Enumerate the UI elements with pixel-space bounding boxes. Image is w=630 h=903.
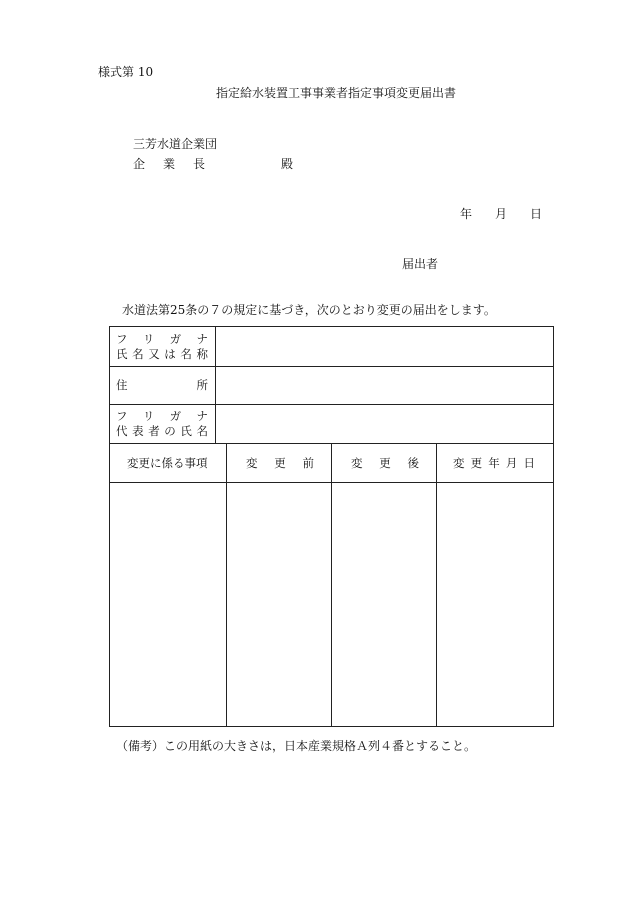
label-char: ナ	[196, 409, 208, 423]
header-char: 変	[246, 456, 258, 470]
label-char: リ	[142, 332, 155, 346]
column-divider	[215, 327, 216, 443]
header-char: 前	[302, 456, 314, 470]
column-divider	[226, 443, 227, 726]
label-char: 氏	[180, 424, 192, 438]
document-title: 指定給水装置工事事業者指定事項変更届出書	[216, 86, 457, 100]
header-char: 更	[379, 456, 391, 470]
remarks-note: （備考）この用紙の大きさは，日本産業規格Ａ列４番とすること。	[116, 739, 477, 753]
label-char: 又	[148, 347, 160, 361]
date-day-label: 日	[529, 207, 542, 221]
header-char: 月	[505, 456, 518, 470]
form-number: 様式第 10	[98, 65, 154, 79]
recipient-organization: 三芳水道企業団	[133, 137, 218, 151]
label-char: 氏	[116, 347, 128, 361]
applicant-label: 届出者	[402, 257, 439, 271]
recipient-honorific: 殿	[280, 157, 293, 171]
label-char: 所	[196, 378, 208, 392]
header-char: 更	[470, 456, 483, 470]
label-char: 称	[196, 347, 208, 361]
label-char: ガ	[169, 332, 182, 346]
header-char: 後	[407, 456, 419, 470]
label-char: フ	[116, 409, 128, 423]
header-char: 日	[523, 456, 535, 470]
header-char: 変	[453, 456, 465, 470]
label-char: の	[164, 424, 176, 438]
column-divider	[436, 443, 437, 726]
header-text: 変更に係る事項	[127, 456, 208, 470]
row-divider	[110, 366, 553, 367]
column-header-change-date	[453, 458, 535, 470]
column-header-item	[127, 458, 217, 470]
label-char: は	[164, 347, 176, 361]
recipient-title-char: 長	[193, 157, 206, 171]
label-char: 代	[116, 424, 128, 438]
recipient-title-char: 業	[163, 157, 176, 171]
date-year-label: 年	[460, 207, 473, 221]
address-label	[116, 380, 208, 392]
label-char: ガ	[169, 409, 182, 423]
label-char: 名	[132, 347, 144, 361]
label-char: フ	[116, 332, 128, 346]
label-char: 表	[132, 424, 144, 438]
name-label	[116, 349, 208, 361]
label-char: 名	[180, 347, 192, 361]
label-char: ナ	[196, 332, 208, 346]
column-header-before	[246, 458, 314, 470]
recipient-line	[133, 158, 293, 170]
column-header-after	[351, 458, 419, 470]
header-char: 年	[488, 456, 500, 470]
label-char: 者	[148, 424, 160, 438]
intro-text: 水道法第25条の７の規定に基づき，次のとおり変更の届出をします。	[122, 303, 496, 317]
label-char: 名	[196, 424, 208, 438]
date-month-label: 月	[494, 207, 507, 221]
header-char: 更	[274, 456, 286, 470]
date-line	[460, 208, 542, 220]
label-char: リ	[142, 409, 155, 423]
furigana-label	[116, 411, 208, 423]
column-divider	[331, 443, 332, 726]
furigana-label	[116, 334, 208, 346]
recipient-title-char: 企	[133, 157, 146, 171]
representative-label	[116, 426, 208, 438]
header-char: 変	[351, 456, 363, 470]
row-divider	[110, 404, 553, 405]
label-char: 住	[116, 378, 128, 392]
